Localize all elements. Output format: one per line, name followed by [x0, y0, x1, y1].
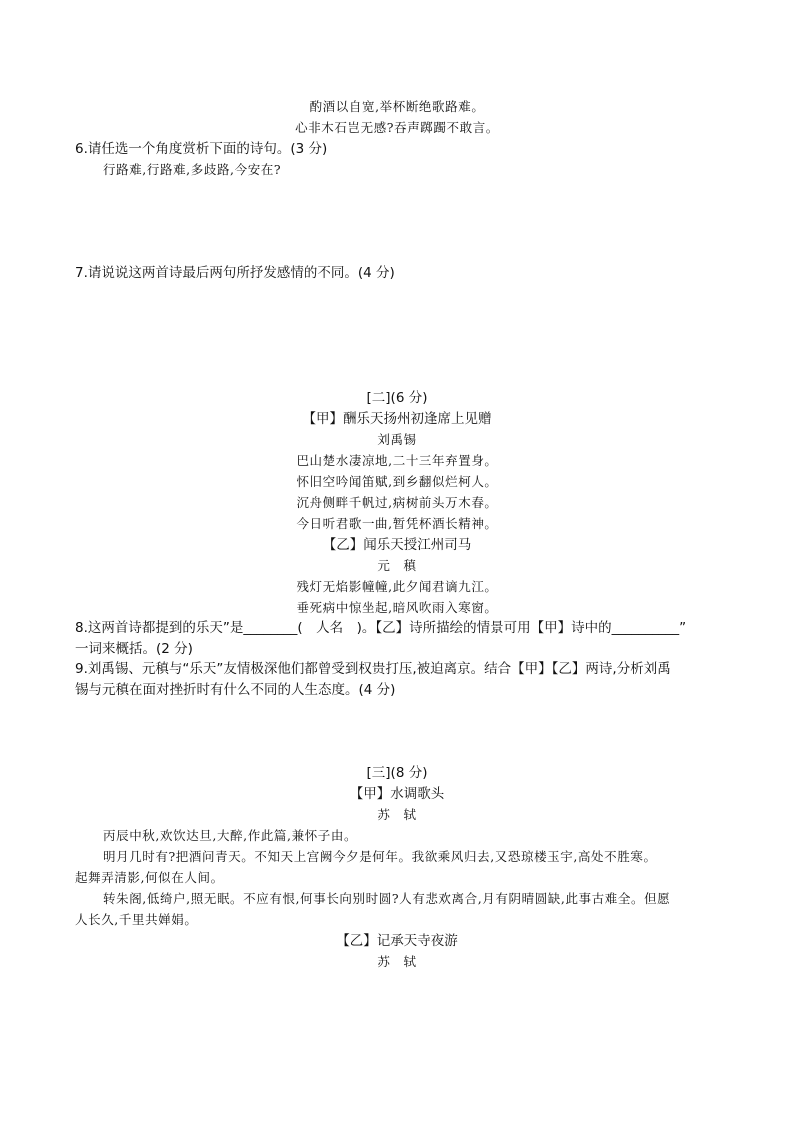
poem-a-author: 刘禹锡 [377, 432, 417, 447]
section-2-header: [二](6 分) [366, 390, 428, 406]
question-9: 9.刘禹锡、元稹与“乐天”友情极深他们都曾受到权贵打压,被迫离京。结合【甲】【乙】两诗,分析刘禹 [75, 661, 671, 677]
text-a-author: 苏 轼 [377, 807, 417, 822]
poem-a-line: 沉舟侧畔千帆过,病树前头万木春。 [296, 495, 498, 510]
text-a-preface: 丙辰中秋,欢饮达旦,大醉,作此篇,兼怀子由。 [103, 828, 358, 843]
poem-line: 心非木石岂无感?吞声踯躅不敢言。 [295, 120, 499, 135]
text-a-paragraph: 转朱阁,低绮户,照无眠。不应有恨,何事长向别时圆?人有悲欢离合,月有阴晴圆缺,此事古难全。但愿 [103, 891, 671, 906]
poem-line: 酌酒以自宽,举杯断绝歌路难。 [309, 99, 485, 114]
text-b-title: 【乙】记承天寺夜游 [336, 933, 458, 949]
poem-a-line: 今日听君歌一曲,暂凭杯酒长精神。 [296, 516, 498, 531]
poem-a-line: 怀旧空吟闻笛赋,到乡翻似烂柯人。 [296, 474, 498, 489]
question-9-cont: 锡与元稹在面对挫折时有什么不同的人生态度。(4 分) [75, 682, 396, 698]
poem-a-title: 【甲】酬乐天扬州初逢席上见赠 [302, 411, 492, 427]
poem-b-line: 残灯无焰影幢幢,此夕闻君谪九江。 [296, 579, 498, 594]
poem-b-title: 【乙】闻乐天授江州司马 [322, 537, 472, 553]
text-a-paragraph-cont: 起舞弄清影,何似在人间。 [75, 870, 224, 885]
poem-b-author: 元 稹 [377, 558, 417, 573]
question-6-quote: 行路难,行路难,多歧路,今安在? [103, 162, 282, 177]
text-a-paragraph: 明月几时有?把酒问青天。不知天上宫阙今夕是何年。我欲乘风归去,又恐琼楼玉宇,高处不胜寒。 [103, 849, 657, 864]
poem-b-line: 垂死病中惊坐起,暗风吹雨入寒窗。 [296, 600, 498, 615]
question-8-cont: 一词来概括。(2 分) [75, 641, 193, 657]
section-3-header: [三](8 分) [366, 765, 428, 781]
poem-a-line: 巴山楚水凄凉地,二十三年弃置身。 [296, 453, 498, 468]
text-b-author: 苏 轼 [377, 954, 417, 969]
question-6: 6.请任选一个角度赏析下面的诗句。(3 分) [75, 141, 328, 157]
text-a-title: 【甲】水调歌头 [349, 786, 445, 802]
text-a-paragraph-cont: 人长久,千里共婵娟。 [75, 912, 198, 927]
question-8: 8.这两首诗都提到的乐天”是________( 人名 )。【乙】诗所描绘的情景可用【甲】诗中的__________” [75, 620, 687, 636]
question-7: 7.请说说这两首诗最后两句所抒发感情的不同。(4 分) [75, 265, 395, 281]
